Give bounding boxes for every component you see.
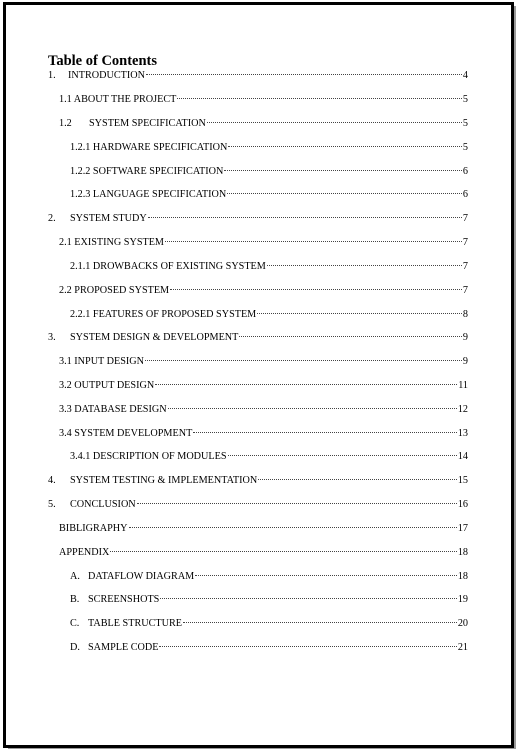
toc-entry-page: 17 <box>457 523 468 534</box>
toc-entry-label: SYSTEM DESIGN & DEVELOPMENT <box>70 332 239 343</box>
toc-entry-page: 9 <box>462 332 468 343</box>
toc-entry <box>48 474 468 488</box>
toc-entry-label: 3.1 INPUT DESIGN <box>59 356 144 367</box>
toc-entry <box>48 141 468 155</box>
toc-entry-number: 4. <box>48 475 56 486</box>
dot-leader <box>183 622 457 623</box>
toc-entry-page: 8 <box>462 309 468 320</box>
toc-entry <box>48 212 468 226</box>
dot-leader <box>227 193 462 194</box>
toc-entry-number: 5. <box>48 499 56 510</box>
dot-leader <box>159 646 456 647</box>
toc-entry-label: 1.1 ABOUT THE PROJECT <box>59 94 177 105</box>
toc-entry <box>48 284 468 298</box>
toc-entry-page: 7 <box>462 285 468 296</box>
toc-entry <box>48 403 468 417</box>
toc-entry <box>48 308 468 322</box>
dot-leader <box>267 265 462 266</box>
toc-entry-number: 1. <box>48 70 56 81</box>
toc-entry-page: 18 <box>457 547 468 558</box>
toc-entry-label: 2.2.1 FEATURES OF PROPOSED SYSTEM <box>70 309 257 320</box>
toc-entry-page: 18 <box>457 571 468 582</box>
toc-entry <box>48 379 468 393</box>
toc-entry <box>48 593 468 607</box>
toc-entry <box>48 522 468 536</box>
toc-entry <box>48 260 468 274</box>
toc-entry <box>48 427 468 441</box>
toc-entry-page: 19 <box>457 594 468 605</box>
toc-entry-page: 7 <box>462 261 468 272</box>
dot-leader <box>207 122 462 123</box>
toc-entry <box>48 331 468 345</box>
toc-entry-label: DATAFLOW DIAGRAM <box>88 571 195 582</box>
toc-entry <box>48 165 468 179</box>
toc-entry-label: SCREENSHOTS <box>88 594 160 605</box>
dot-leader <box>148 217 462 218</box>
toc-entry <box>48 69 468 83</box>
dot-leader <box>228 455 457 456</box>
toc-entry-page: 11 <box>458 380 468 391</box>
toc-entry-number: A. <box>70 571 80 582</box>
dot-leader <box>257 313 462 314</box>
dot-leader <box>129 527 457 528</box>
toc-entry-label: TABLE STRUCTURE <box>88 618 182 629</box>
toc-entry-label: 2.2 PROPOSED SYSTEM <box>59 285 170 296</box>
toc-entry-label: SYSTEM STUDY <box>70 213 147 224</box>
toc-entry-number: C. <box>70 618 80 629</box>
table-of-contents <box>48 52 468 669</box>
toc-entry-page: 13 <box>457 428 468 439</box>
dot-leader <box>155 384 457 385</box>
toc-entry-page: 15 <box>457 475 468 486</box>
dot-leader <box>193 432 457 433</box>
toc-entry <box>48 450 468 464</box>
toc-entry-page: 5 <box>462 94 468 105</box>
toc-entry <box>48 188 468 202</box>
toc-entry-page: 20 <box>457 618 468 629</box>
toc-entry-page: 12 <box>457 404 468 415</box>
dot-leader <box>165 241 462 242</box>
toc-entry-label: 1.2.3 LANGUAGE SPECIFICATION <box>70 189 227 200</box>
dot-leader <box>168 408 457 409</box>
toc-entry <box>48 570 468 584</box>
toc-entry-label: SYSTEM SPECIFICATION <box>89 118 206 129</box>
toc-entry-page: 5 <box>462 142 468 153</box>
toc-entry-label: INTRODUCTION <box>68 70 145 81</box>
toc-entry-label: APPENDIX <box>59 547 110 558</box>
toc-entry-label: 2.1 EXISTING SYSTEM <box>59 237 164 248</box>
toc-entry-label: SYSTEM TESTING & IMPLEMENTATION <box>70 475 258 486</box>
toc-entry <box>48 93 468 107</box>
dot-leader <box>145 360 462 361</box>
toc-entry-number: B. <box>70 594 80 605</box>
toc-entry-label: 3.3 DATABASE DESIGN <box>59 404 167 415</box>
toc-entry-label: CONCLUSION <box>70 499 136 510</box>
dot-leader <box>146 74 462 75</box>
toc-entry <box>48 617 468 631</box>
toc-entry <box>48 498 468 512</box>
toc-entry <box>48 355 468 369</box>
toc-entry-label: BIBLIGRAPHY <box>59 523 128 534</box>
toc-entry <box>48 641 468 655</box>
dot-leader <box>239 336 462 337</box>
toc-entry-page: 7 <box>462 213 468 224</box>
dot-leader <box>170 289 462 290</box>
toc-entry-label: SAMPLE CODE <box>88 642 159 653</box>
toc-entry-label: 3.2 OUTPUT DESIGN <box>59 380 155 391</box>
toc-entry-page: 21 <box>457 642 468 653</box>
toc-entry-label: 3.4.1 DESCRIPTION OF MODULES <box>70 451 227 462</box>
dot-leader <box>228 146 462 147</box>
toc-entry-number: 2. <box>48 213 56 224</box>
dot-leader <box>177 98 462 99</box>
dot-leader <box>258 479 457 480</box>
toc-entry-page: 6 <box>462 166 468 177</box>
toc-entry <box>48 546 468 560</box>
toc-entry-label: 3.4 SYSTEM DEVELOPMENT <box>59 428 193 439</box>
toc-entry-page: 4 <box>462 70 468 81</box>
toc-entry-label: 2.1.1 DROWBACKS OF EXISTING SYSTEM <box>70 261 266 272</box>
dot-leader <box>195 575 457 576</box>
toc-entry-page: 16 <box>457 499 468 510</box>
toc-entry-page: 6 <box>462 189 468 200</box>
toc-entry <box>48 117 468 131</box>
dot-leader <box>224 170 462 171</box>
toc-list <box>48 69 468 669</box>
dot-leader <box>137 503 457 504</box>
toc-entry-number: 1.2 <box>59 118 72 129</box>
toc-entry-label: 1.2.2 SOFTWARE SPECIFICATION <box>70 166 224 177</box>
toc-entry-page: 14 <box>457 451 468 462</box>
toc-entry-number: D. <box>70 642 80 653</box>
toc-entry <box>48 236 468 250</box>
toc-entry-page: 5 <box>462 118 468 129</box>
dot-leader <box>110 551 456 552</box>
toc-entry-page: 7 <box>462 237 468 248</box>
toc-entry-label: 1.2.1 HARDWARE SPECIFICATION <box>70 142 228 153</box>
toc-title: Table of Contents <box>48 53 158 69</box>
toc-entry-page: 9 <box>462 356 468 367</box>
dot-leader <box>160 598 456 599</box>
toc-entry-number: 3. <box>48 332 56 343</box>
